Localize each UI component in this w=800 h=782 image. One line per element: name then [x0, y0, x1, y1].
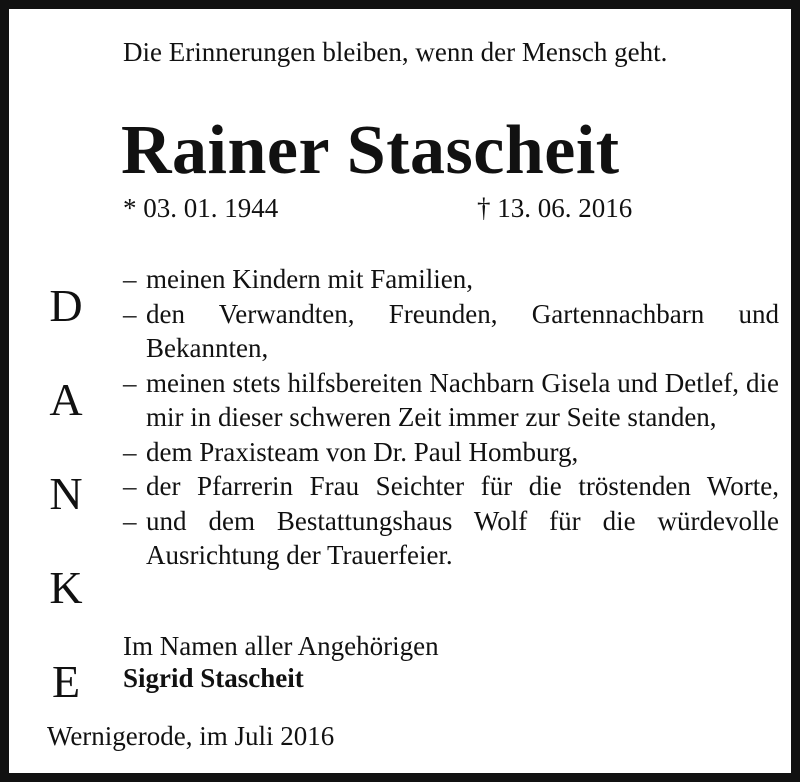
list-dash: – — [123, 264, 137, 294]
list-item-text: meinen stets hilfsbereiten Nachbarn Gisela und Detlef, die mir in dieser schweren Zeit immer zur Seite standen, — [146, 367, 779, 432]
list-item-text: und dem Bestattungshaus Wolf für die würdevolle Ausrichtung der Trauerfeier. — [146, 505, 779, 570]
deceased-name: Rainer Stascheit — [121, 112, 620, 189]
list-item-text: der Pfarrerin Frau Seichter für die tröstenden Worte, — [146, 471, 779, 501]
list-dash: – — [123, 436, 137, 467]
birth-date: * 03. 01. 1944 — [123, 193, 279, 223]
danke-letter: N — [49, 468, 83, 519]
list-dash: – — [123, 298, 137, 329]
list-item — [123, 262, 779, 297]
danke-letter: K — [49, 562, 83, 613]
list-dash: – — [123, 367, 137, 398]
thanks-list — [123, 262, 779, 573]
list-item — [123, 297, 779, 366]
danke-letter: E — [51, 656, 81, 707]
list-item-text: den Verwandten, Freunden, Gartennachbarn und Bekannten, — [146, 298, 779, 363]
death-date: † 13. 06. 2016 — [477, 193, 633, 223]
motto: Die Erinnerungen bleiben, wenn der Mensch geht. — [123, 37, 668, 67]
life-dates — [123, 193, 633, 224]
danke-letter: D — [49, 280, 83, 331]
list-dash: – — [123, 471, 137, 501]
list-item — [123, 469, 779, 504]
signature-name: Sigrid Stascheit — [123, 663, 304, 693]
list-item-text: meinen Kindern mit Familien, — [146, 264, 473, 294]
list-item — [123, 435, 779, 470]
list-item — [123, 366, 779, 435]
danke-vertical — [41, 259, 91, 729]
list-item — [123, 504, 779, 573]
list-dash: – — [123, 505, 137, 536]
danke-letter: A — [49, 374, 83, 425]
list-item-text: dem Praxisteam von Dr. Paul Homburg, — [146, 436, 579, 467]
signature-intro: Im Namen aller Angehörigen — [123, 631, 439, 661]
place-date: Wernigerode, im Juli 2016 — [47, 721, 335, 751]
